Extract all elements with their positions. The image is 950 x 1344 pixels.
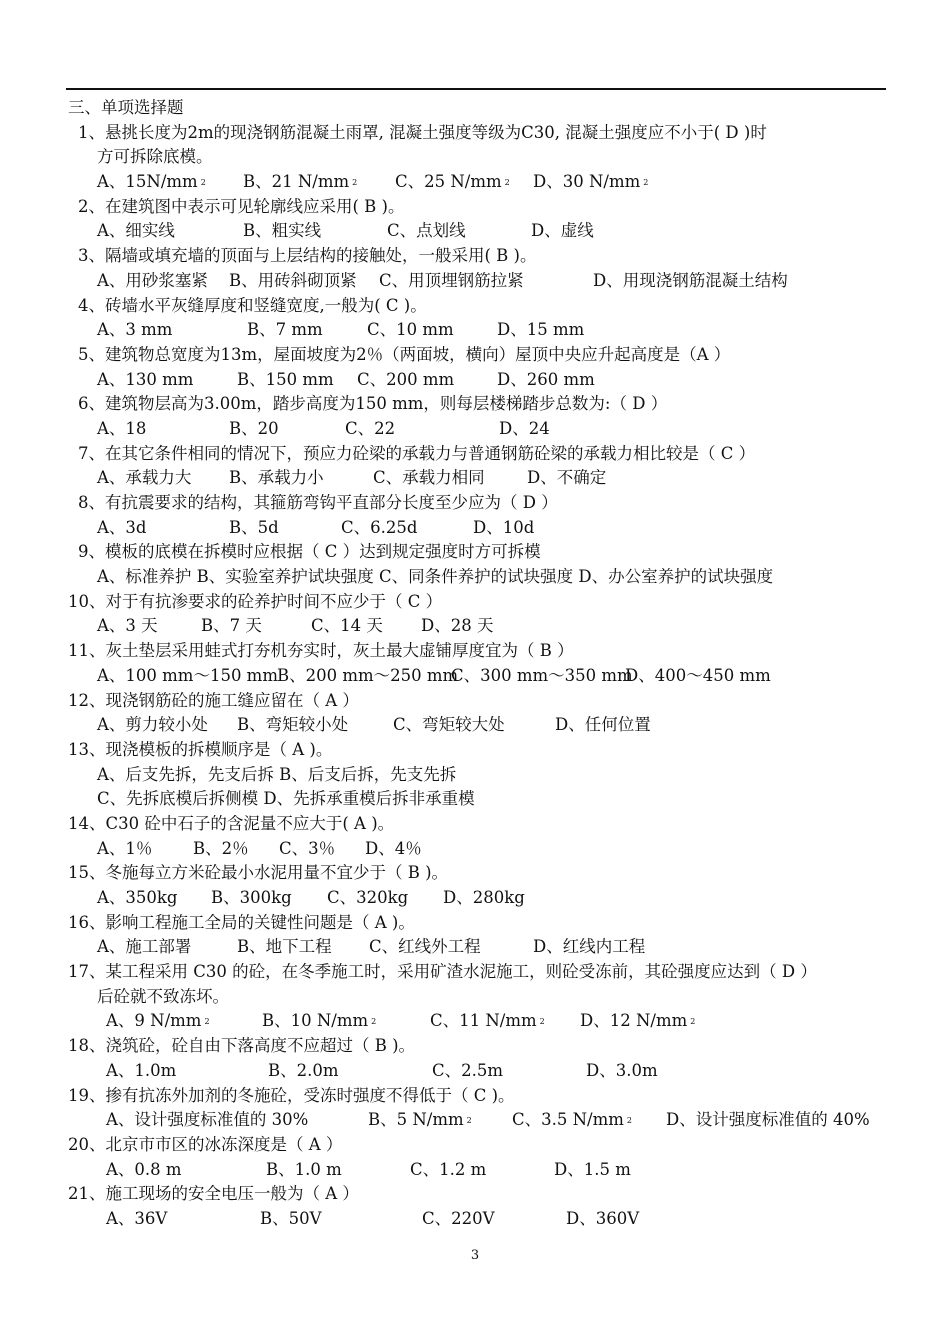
option: A、100 mm～150 mm <box>97 665 278 685</box>
question-15: 15、冬施每立方米砼最小水泥用量不宜少于（ B )。 <box>68 863 449 883</box>
question-14-options <box>66 837 896 862</box>
option: A、3 天 <box>97 616 158 636</box>
option: A、标准养护 B、实验室养护试块强度 C、同条件养护的试块强度 D、办公室养护的试块强度 <box>97 567 774 587</box>
option: A、3 mm <box>97 320 173 340</box>
section-title: 三、单项选择题 <box>68 98 184 117</box>
option: B、7 天 <box>201 616 262 636</box>
page-number: 3 <box>470 1248 480 1263</box>
question-4-options <box>66 318 896 343</box>
option: D、30 N/mm $^2$ <box>533 172 649 192</box>
option: C、6.25d <box>341 517 418 537</box>
question-10: 10、对于有抗渗要求的砼养护时间不应少于（ C ） <box>68 591 443 611</box>
superscript: 2 <box>504 178 510 188</box>
superscript: 2 <box>690 1017 696 1027</box>
option: B、2％ <box>193 838 249 858</box>
question-3-options <box>66 269 896 294</box>
option: B、50V <box>260 1208 322 1228</box>
question-17-options <box>66 1009 896 1034</box>
question-21: 21、施工现场的安全电压一般为（ A ） <box>68 1184 359 1204</box>
option: A、细实线 <box>97 221 175 241</box>
option: C、红线外工程 <box>369 937 481 957</box>
question-14: 14、C30 砼中石子的含泥量不应大于( A )。 <box>68 813 395 833</box>
question-7: 7、在其它条件相同的情况下，预应力砼梁的承载力与普通钢筋砼梁的承载力相比较是（ C ） <box>78 443 756 463</box>
option: C、3％ <box>279 838 336 858</box>
question-18-options <box>66 1059 896 1084</box>
option: C、14 天 <box>311 616 383 636</box>
question-12: 12、现浇钢筋砼的施工缝应留在（ A ） <box>68 690 359 710</box>
option: B、150 mm <box>237 369 334 389</box>
option: B、300kg <box>211 888 292 907</box>
question-16: 16、影响工程施工全局的关键性问题是（ A )。 <box>68 912 415 932</box>
option: A、0.8 m <box>106 1159 182 1179</box>
option: D、红线内工程 <box>533 937 646 957</box>
option: A、施工部署 <box>97 937 192 957</box>
question-20: 20、北京市市区的冰冻深度是（ A ） <box>68 1134 343 1154</box>
option: D、任何位置 <box>555 715 651 735</box>
superscript: 2 <box>626 1116 632 1126</box>
option: B、20 <box>229 418 279 438</box>
option: D、3.0m <box>586 1060 658 1080</box>
option: A、1％ <box>97 838 153 858</box>
question-8-options <box>66 516 896 541</box>
option: D、虚线 <box>531 221 594 241</box>
superscript: 2 <box>200 178 206 188</box>
document-body <box>66 96 896 1232</box>
question-2: 2、在建筑图中表示可见轮廓线应采用( B )。 <box>78 196 405 216</box>
question-2-options <box>66 219 896 244</box>
option: C、点划线 <box>387 221 466 241</box>
question-19: 19、掺有抗冻外加剂的冬施砼，受冻时强度不得低于（ C )。 <box>68 1085 515 1105</box>
superscript: 2 <box>204 1017 210 1027</box>
option: D、1.5 m <box>554 1159 631 1179</box>
option: D、28 天 <box>421 616 494 636</box>
option: B、7 mm <box>247 320 323 340</box>
option: B、弯矩较小处 <box>237 715 349 735</box>
question-1-continuation: 方可拆除底模。 <box>97 147 213 167</box>
option: A、350kg <box>97 888 178 907</box>
option: B、10 N/mm $^2$ <box>262 1011 377 1031</box>
option: B、用砖斜砌顶紧 <box>229 270 357 290</box>
option: C、25 N/mm $^2$ <box>395 172 510 192</box>
question-19-options <box>66 1108 896 1133</box>
option: A、36V <box>106 1208 168 1228</box>
option: B、地下工程 <box>237 937 332 957</box>
question-17: 17、某工程采用 C30 的砼，在冬季施工时，采用矿渣水泥施工，则砼受冻前，其砼强度应达到（ D ） <box>68 962 817 982</box>
question-11: 11、灰土垫层采用蛙式打夯机夯实时，灰土最大虚铺厚度宜为（ B ） <box>68 641 574 661</box>
option: D、10d <box>473 517 535 537</box>
question-11-options <box>66 664 896 689</box>
question-6-options <box>66 417 896 442</box>
option: D、280kg <box>443 888 525 907</box>
option: C、3.5 N/mm $^2$ <box>512 1110 632 1130</box>
option: C、22 <box>345 418 396 438</box>
question-6: 6、建筑物层高为3.00m，踏步高度为150 mm，则每层楼梯踏步总数为:（ D ） <box>78 394 668 414</box>
option: C、10 mm <box>367 320 454 340</box>
option: A、18 <box>97 418 147 438</box>
option: C、320kg <box>327 888 409 907</box>
question-13: 13、现浇模板的拆模顺序是（ A )。 <box>68 739 333 759</box>
question-17-continuation: 后砼就不致冻坏。 <box>97 986 229 1006</box>
option: C、弯矩较大处 <box>393 715 505 735</box>
option: A、15N/mm $^2$ <box>97 172 206 192</box>
option: D、24 <box>499 418 550 438</box>
question-5: 5、建筑物总宽度为13m，屋面坡度为2％（两面坡，横向）屋顶中央应升起高度是（A ） <box>78 344 731 364</box>
option: A、130 mm <box>97 369 194 389</box>
question-9-options <box>66 565 896 590</box>
option: B、5d <box>229 517 279 537</box>
question-1-options <box>66 170 896 195</box>
question-12-options <box>66 713 896 738</box>
question-13-options <box>66 763 896 788</box>
question-1: 1、悬挑长度为2m的现浇钢筋混凝土雨罩, 混凝土强度等级为C30, 混凝土强度应不小于( D )时 <box>78 122 767 142</box>
superscript: 2 <box>539 1017 545 1027</box>
question-7-options <box>66 466 896 491</box>
question-21-options <box>66 1207 896 1232</box>
option: B、承载力小 <box>229 468 324 488</box>
option: A、9 N/mm $^2$ <box>106 1011 210 1031</box>
option: C、用顶埋钢筋拉紧 <box>379 270 524 290</box>
superscript: 2 <box>466 1116 472 1126</box>
option: D、用现浇钢筋混凝土结构 <box>593 270 788 290</box>
option: B、粗实线 <box>243 221 322 241</box>
superscript: 2 <box>643 178 649 188</box>
option: C、1.2 m <box>410 1159 487 1179</box>
option: D、400～450 mm <box>625 665 771 685</box>
option: B、2.0m <box>268 1060 339 1080</box>
question-20-options <box>66 1158 896 1183</box>
question-15-options <box>66 886 896 911</box>
option: B、21 N/mm $^2$ <box>243 172 358 192</box>
option: C、2.5m <box>432 1060 504 1080</box>
question-9: 9、模板的底模在拆模时应根据（ C ）达到规定强度时方可拆模 <box>78 542 541 562</box>
option: D、360V <box>566 1208 640 1228</box>
option: D、不确定 <box>527 468 607 488</box>
question-13-options-2: C、先拆底模后拆侧模 D、先拆承重模后拆非承重模 <box>97 789 475 809</box>
question-4: 4、砖墙水平灰缝厚度和竖缝宽度,一般为( C )。 <box>78 295 427 315</box>
option: B、5 N/mm $^2$ <box>368 1110 472 1130</box>
option: B、1.0 m <box>266 1159 342 1179</box>
option: A、设计强度标准值的 30% <box>106 1110 309 1130</box>
question-3: 3、隔墙或填充墙的顶面与上层结构的接触处，一般采用( B )。 <box>78 246 537 266</box>
option: C、300 mm～350 mm <box>451 665 633 685</box>
option: C、200 mm <box>357 369 455 389</box>
option: D、12 N/mm $^2$ <box>580 1011 696 1031</box>
question-16-options <box>66 935 896 960</box>
question-8: 8、有抗震要求的结构，其箍筋弯钩平直部分长度至少应为（ D ） <box>78 493 558 512</box>
option: A、后支先拆，先支后拆 B、后支后拆，先支先拆 <box>97 764 457 784</box>
option: A、承载力大 <box>97 468 192 488</box>
option: C、220V <box>422 1208 495 1228</box>
option: A、1.0m <box>106 1060 177 1080</box>
question-18: 18、浇筑砼，砼自由下落高度不应超过（ B )。 <box>68 1036 416 1056</box>
superscript: 2 <box>352 178 358 188</box>
option: D、15 mm <box>497 320 585 340</box>
option: A、剪力较小处 <box>97 715 208 735</box>
option: D、260 mm <box>497 369 595 389</box>
question-10-options <box>66 614 896 639</box>
option: C、11 N/mm $^2$ <box>430 1011 545 1031</box>
option: B、200 mm～250 mm <box>277 665 459 685</box>
header-rule <box>66 88 886 90</box>
option: D、4％ <box>365 838 422 858</box>
superscript: 2 <box>371 1017 377 1027</box>
option: D、设计强度标准值的 40% <box>666 1110 870 1130</box>
option: A、3d <box>97 517 147 537</box>
option: C、承载力相同 <box>373 468 485 488</box>
option: A、用砂浆塞紧 <box>97 270 208 290</box>
question-5-options <box>66 368 896 393</box>
